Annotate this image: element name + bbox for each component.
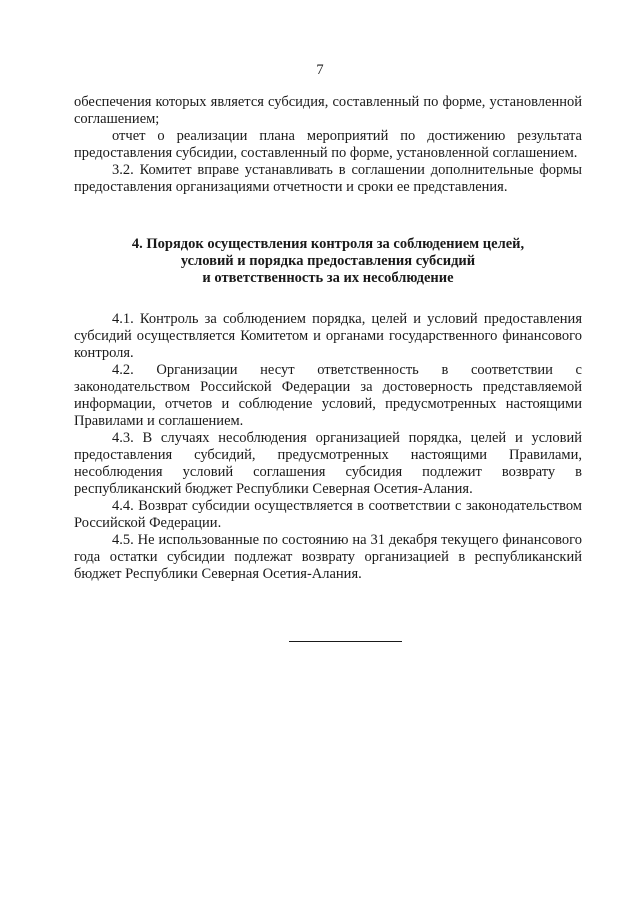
paragraph-continuation: обеспечения которых является субсидия, составленный по форме, установленной соглашением; xyxy=(74,94,582,127)
heading-line-3: и ответственность за их несоблюдение xyxy=(202,270,454,286)
section-4-heading xyxy=(74,236,582,287)
paragraph-4-5: 4.5. Не использованные по состоянию на 31 декабря текущего финансового года остатки субсидии подлежат возврату организацией в республиканский бюджет Республики Северная Осетия-Алания. xyxy=(74,532,582,582)
closing-divider-line xyxy=(289,641,402,642)
paragraphs-top xyxy=(74,94,582,196)
paragraph-4-2: 4.2. Организации несут ответственность в соответствии с законодательством Российской Федерации за достоверность представляемой информации, отчетов и соблюдение условий, предусмотренных настоящими Правилами и соглашением. xyxy=(74,362,582,429)
paragraph-4-3: 4.3. В случаях несоблюдения организацией порядка, целей и условий предоставления субсидий, предусмотренных настоящими Правилами, несоблюдения условий соглашения субсидия подлежит возврату в республиканский бюджет Республики Северная Осетия-Алания. xyxy=(74,430,582,497)
paragraph-report: отчет о реализации плана мероприятий по достижению результата предоставления субсидии, составленный по форме, установленной соглашением. xyxy=(74,128,582,161)
paragraph-4-4: 4.4. Возврат субсидии осуществляется в соответствии с законодательством Российской Федерации. xyxy=(74,498,582,531)
heading-line-1: 4. Порядок осуществления контроля за соблюдением целей, xyxy=(131,236,525,252)
paragraph-4-1: 4.1. Контроль за соблюдением порядка, целей и условий предоставления субсидий осуществляется Комитетом и органами государственного финансового контроля. xyxy=(74,311,582,361)
paragraph-3-2: 3.2. Комитет вправе устанавливать в соглашении дополнительные формы предоставления организациями отчетности и сроки ее представления. xyxy=(74,162,582,195)
page-number: 7 xyxy=(316,62,324,78)
heading-line-2: условий и порядка предоставления субсидий xyxy=(180,253,476,269)
section-4-body xyxy=(74,311,582,583)
